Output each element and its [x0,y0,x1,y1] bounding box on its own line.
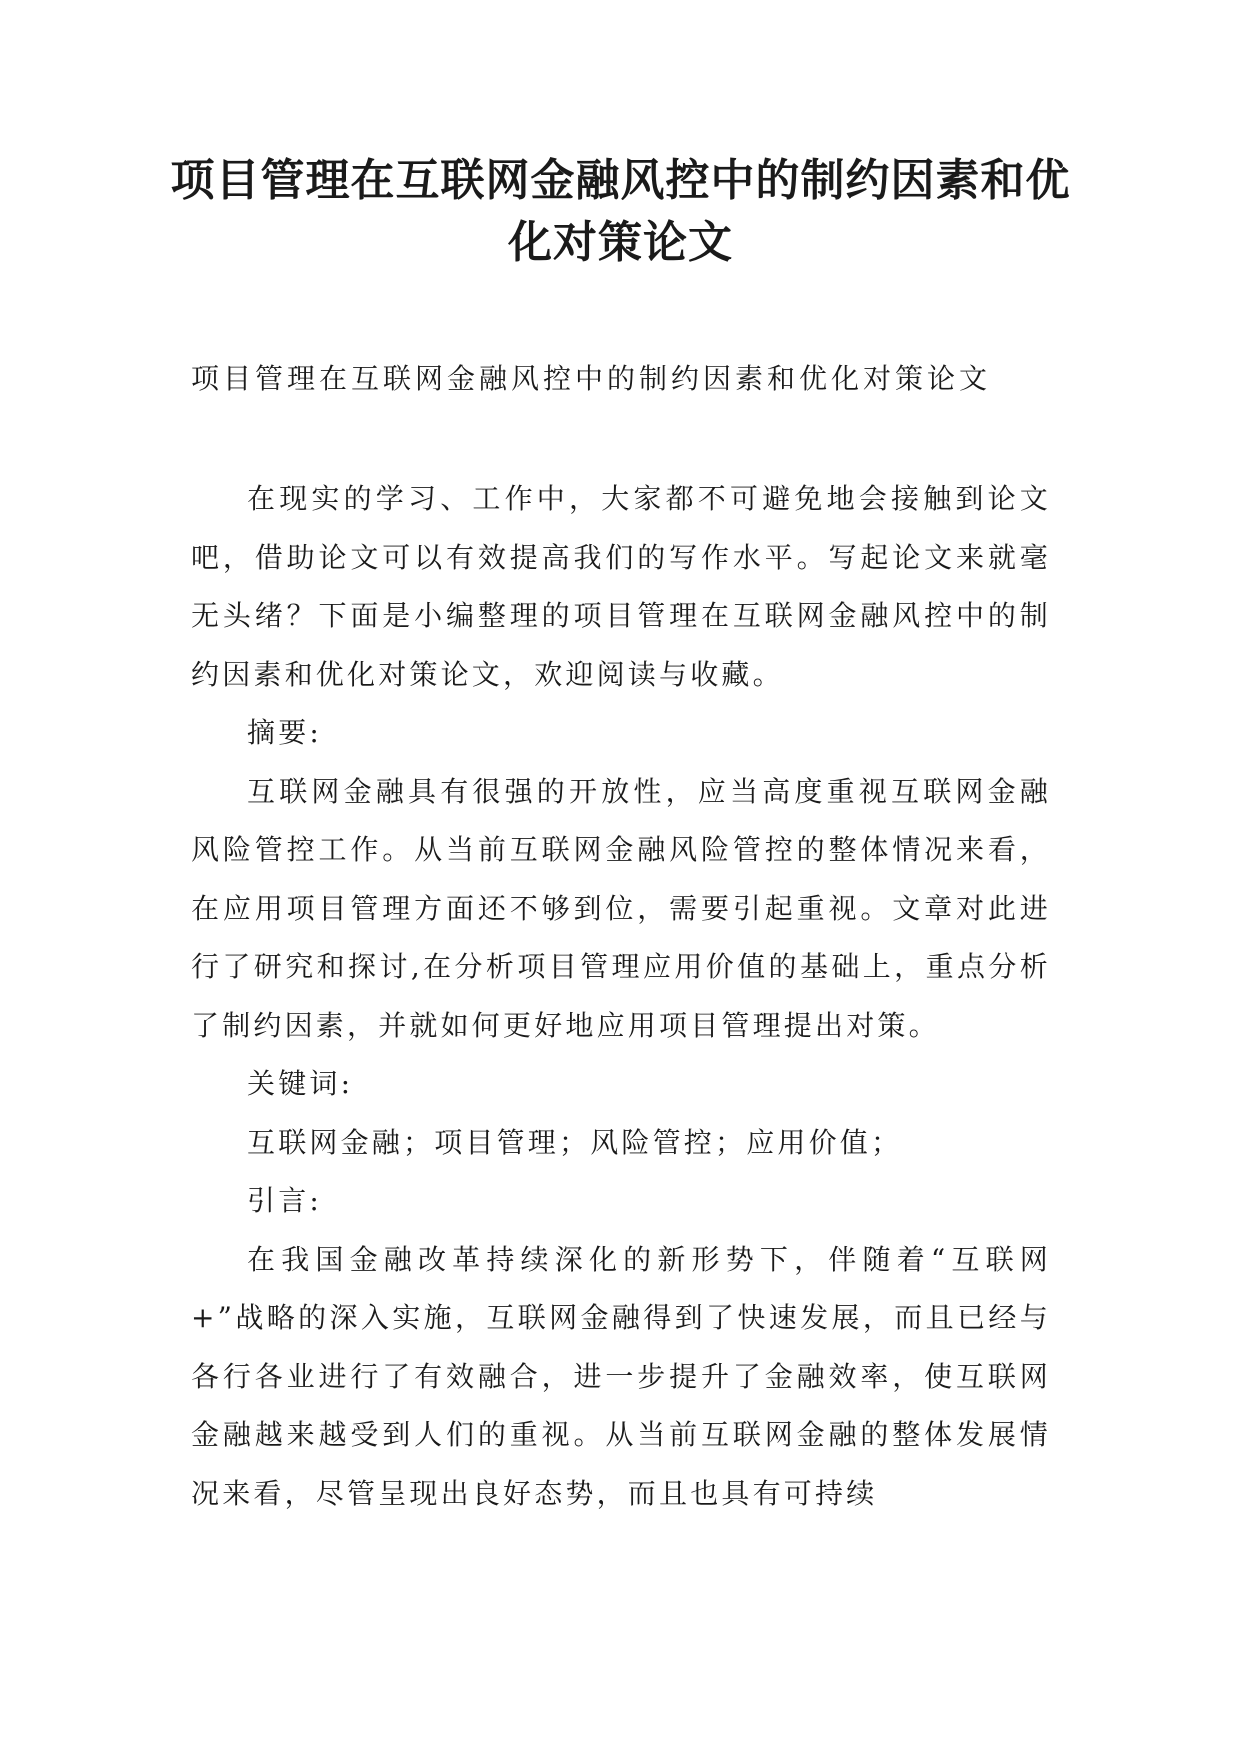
document-body [191,470,1051,1523]
keywords-heading: 关键词: [247,1067,354,1100]
introduction-heading: 引言: [247,1184,323,1217]
intro-paragraph: 在现实的学习、工作中，大家都不可避免地会接触到论文吧，借助论文可以有效提高我们的写作水平。写起论文来就毫无头绪？下面是小编整理的项目管理在互联网金融风控中的制约因素和优化对策论文，欢迎阅读与收藏。 [191,482,1051,691]
introduction-paragraph: 在我国金融改革持续深化的新形势下，伴随着“互联网+”战略的深入实施，互联网金融得到了快速发展，而且已经与各行各业进行了有效融合，进一步提升了金融效率，使互联网金融越来越受到人们的重视。从当前互联网金融的整体发展情况来看，尽管呈现出良好态势，而且也具有可持续 [191,1242,1051,1510]
keywords-paragraph: 互联网金融；项目管理；风险管控；应用价值； [247,1125,903,1159]
abstract-paragraph: 互联网金融具有很强的开放性，应当高度重视互联网金融风险管控工作。从当前互联网金融风险管控的整体情况来看，在应用项目管理方面还不够到位，需要引起重视。文章对此进行了研究和探讨,在分析项目管理应用价值的基础上，重点分析了制约因素，并就如何更好地应用项目管理提出对策。 [191,774,1051,1042]
document-subtitle: 项目管理在互联网金融风控中的制约因素和优化对策论文 [191,362,992,395]
abstract-heading: 摘要: [247,716,323,749]
document-title: 项目管理在互联网金融风控中的制约因素和优化对策论文 [170,155,1071,268]
